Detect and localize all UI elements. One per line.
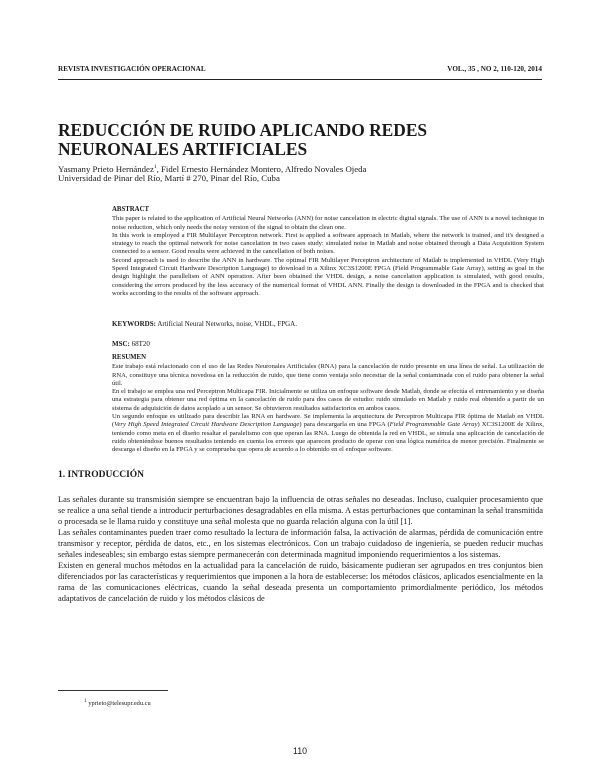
footnote-email: yprieto@telesupr.edu.cu [88,700,151,708]
paper-title: REDUCCIÓN DE RUIDO APLICANDO REDES NEURONALES ARTIFICIALES [58,120,428,159]
keywords [112,320,297,328]
abstract-paragraph-1: This paper is related to the application of Artificial Neural Networks (ANN) for noise cancelation in electric digital signals. The use of ANN is a novel technique in noise reduction, which only needs the noisy version of the signal to obtain the clean one. [112,215,544,231]
first-author: Yasmany Prieto Hernández [58,163,154,174]
footnote-mark: 1 [84,698,87,704]
resumen-block [112,354,544,455]
msc-label: MSC: [112,340,130,348]
running-header [58,65,542,80]
footnote-rule [58,690,168,691]
intro-paragraph-1: Las señales durante su transmisión siempre se encuentran bajo la influencia de otras señales no deseadas. Incluso, cualquier procesamiento que se realice a una señal tiende a introducir perturbaciones desagradables en ella misma. A estas perturbaciones que contaminan la señal transmitida o procesada se le llama ruido y constituye una señal molesta que no guarda relación alguna con la útil [1]. [58,495,543,526]
abstract-block [112,206,544,298]
resumen-p3-italic-2: Field Programmable Gate Array [389,421,478,429]
introduction-body [58,494,543,604]
intro-paragraph-2: Las señales contaminantes pueden traer como resultado la lectura de información falsa, la activación de alarmas, pérdida de comunicación entre transmisor y receptor, pérdida de datos, etc., en los sistemas electrónicos. Con un trabajo cuidadoso de ingeniería, se pueden reducir muchas señales indeseables; sin embargo estas siempre permanecerán con determinada magnitud imponiendo requerimientos a los sistemas. [58,528,543,559]
section-heading-introduccion: 1. INTRODUCCIÓN [58,470,145,480]
volume-info: VOL., 35 , NO 2, 110-120, 2014 [447,65,542,73]
keywords-label: KEYWORDS: [112,320,156,328]
intro-paragraph-3: Existen en general muchos métodos en la actualidad para la cancelación de ruido, básicamente pudieran ser agrupados en tres conjuntos bien diferenciados por las características y requerimientos que imponen a la hora de establecerse: los métodos clásicos, aplicados esencialmente en la rama de las comunicaciones eléctricas, cuando la señal deseada presenta un comportamiento primordialmente periódico, los métodos adaptativos de cancelación de ruido y los métodos clásicos de [58,561,543,603]
other-authors: , Fidel Ernesto Hernández Montero, Alfredo Novales Ojeda [156,163,367,174]
abstract-paragraph-2: In this work is employed a FIR Multilayer Perceptron network. First is applied a software approach in Matlab, where the network is trained, and it's designed a strategy to reach the optimal network for noise cancelation in two cases study: simulated noise in Matlab and noise obtained through a Data Acquisition System connected to a sensor. Good results were achieved in the cancellation of both noises. [112,231,544,256]
journal-name: REVISTA INVESTIGACIÓN OPERACIONAL [58,65,206,73]
resumen-p3-part-a: Un segundo enfoque es utilizado para describir las RNA en hardware. Se implementa la arquitectura de Perceptron Multicapa FIR óptima de Matlab en VHDL ( [112,413,544,429]
author-footnote-mark: 1 [153,164,157,170]
msc-code [112,340,150,348]
resumen-p3-italic-1: Very High Speed Integrated Circuit Hardware Description Language [114,421,300,429]
resumen-p3-part-b: ) para descargarla en una FPGA ( [299,421,390,429]
keywords-text: Artificial Neural Networks, noise, VHDL, FPGA. [157,320,297,328]
resumen-heading: RESUMEN [112,354,146,361]
footnote [84,698,151,707]
abstract-paragraph-3: Second approach is used to describe the ANN in hardware. The optimal FIR Multilayer Perceptron architecture of Matlab is implemented in VHDL (Very High Speed Integrated Circuit Hardware Description Language) to download in a Xilinx XC3S1200E FPGA (Field Programmable Gate Array), setting as goal in the design highlight the parallelism of ANN operation. After been obtained the VHDL design, a noise cancelation application is simulated, with good results, considering the errors produced by the less accuracy of the numerical format of VHDL ANN. Finally the design is downloaded in the FPGA and is checked that works according to the results of the software approach. [112,256,544,297]
page-number: 110 [292,746,308,756]
msc-text: 68T20 [131,340,150,348]
resumen-paragraph-2: En el trabajo se emplea una red Perceptron Multicapa FIR. Inicialmente se utiliza un enfoque software desde Matlab, donde se efectúa el entrenamiento y se diseña una estrategia para obtener una red óptima en la cancelación de ruido para dos casos de estudio: ruido simulado en Matlab y ruido real obtenido a partir de un sistema de adquisición de datos acoplado a un sensor. Se obtuvieron resultados satisfactorios en ambos casos. [112,388,544,412]
affiliation: Universidad de Pinar del Río, Martí # 270, Pinar del Río, Cuba [58,173,280,183]
resumen-p3-part-c: ) XC3S1200E de Xilinx, teniendo como meta en el diseño resaltar el paralelismo con que operan las RNA. Luego de obtenida la red en VHDL, se simula una aplicación de cancelación de ruido obteniéndose buenos resultados teniendo en cuenta los errores que aparecen producto de operar con una lógica numérica de menor precisión. Finalmente se descarga el diseño en la FPGA y se comprueba que opera de acuerdo a lo obtenido en el enfoque software. [112,421,544,454]
resumen-paragraph-1: Este trabajo está relacionado con el uso de las Redes Neuronales Artificiales (RNA) para la cancelación de ruido presente en una línea de señal. La utilización de RNA, constituye una técnica novedosa en la reducción de ruido, que tiene como ventaja solo necesitar de la señal contaminada con el ruido para obtener la señal útil. [112,363,544,387]
abstract-heading: ABSTRACT [112,206,150,213]
resumen-paragraph-3 [112,413,544,454]
